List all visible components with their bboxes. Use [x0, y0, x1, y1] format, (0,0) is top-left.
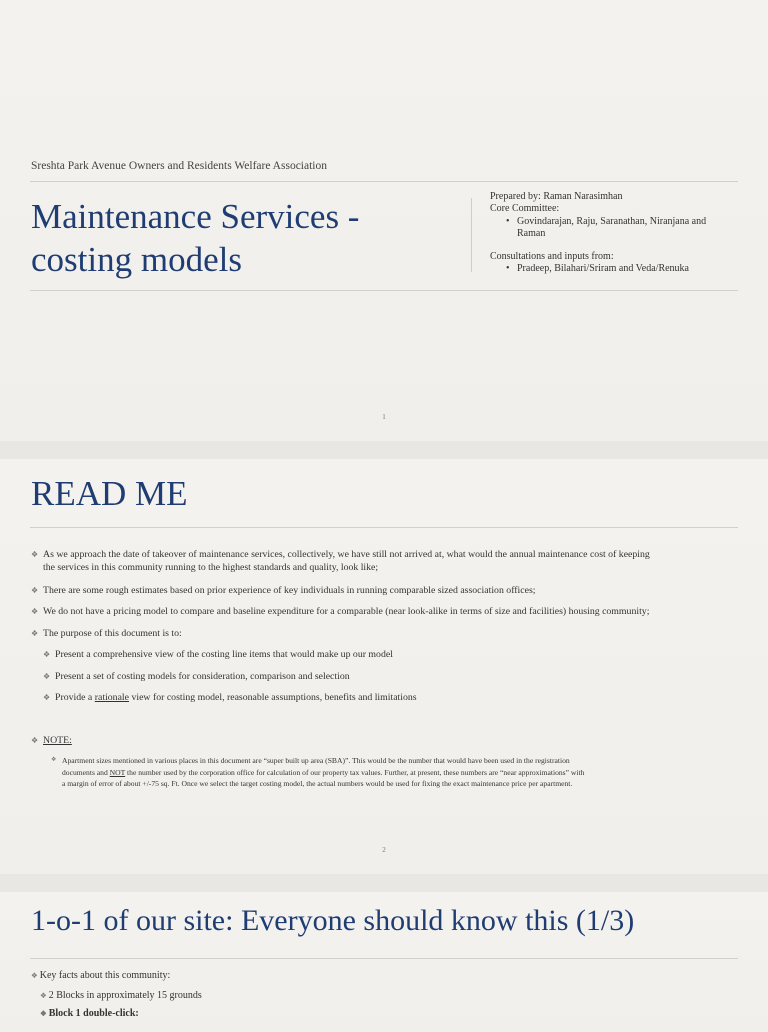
list-item: [31, 970, 170, 981]
bullet-text: 2 Blocks in approximately 15 grounds: [48, 990, 202, 1001]
slide-1: [0, 0, 768, 441]
slide-gap: [0, 441, 768, 459]
bullet-text: Key facts about this community:: [39, 970, 171, 981]
diamond-bullet-icon: ❖: [40, 1009, 47, 1018]
bullet-text: We do not have a pricing model to compare and baseline expenditure for a comparable (near look-alike in terms of size and facilities) housing community;: [43, 606, 650, 617]
note-line: a margin of error of about +/-75 sq. Ft. Once we select the target costing model, the actual numbers would be used for fixing the exact maintenance price per apartment.: [62, 779, 573, 789]
note-line: Apartment sizes mentioned in various places in this document are “super built up area (SBA)”. This would be the number that would have been used in the registration: [62, 756, 570, 765]
note-label: NOTE:: [43, 735, 72, 746]
note-text: [51, 755, 742, 790]
text-fragment: view for costing model, reasonable assumptions, benefits and limitations: [129, 692, 417, 703]
diamond-bullet-icon: ❖: [31, 629, 39, 638]
divider: [30, 527, 738, 528]
bullet-text: [55, 691, 735, 704]
text-fragment: documents and: [62, 767, 110, 777]
divider: [30, 181, 738, 182]
note-line: [62, 767, 742, 779]
list-item: [40, 1008, 139, 1019]
page-number: 2: [382, 846, 386, 854]
bullet-icon: •: [506, 215, 510, 227]
text-fragment: Provide a: [55, 692, 95, 703]
slide-gap: [0, 874, 768, 892]
credits-block: [490, 191, 740, 276]
core-committee-members: • Govindarajan, Raju, Saranathan, Niranjana and Raman: [506, 215, 707, 239]
bullet-text: As we approach the date of takeover of maintenance services, collectively, we have still not arrived at, what would the annual maintenance cost of keeping: [43, 549, 650, 560]
bullet-text: the services in this community running to the highest standards and quality, look like;: [43, 562, 379, 573]
bullet-text: Present a set of costing models for consideration, comparison and selection: [55, 671, 350, 682]
sub-list-item: [43, 648, 735, 661]
title-line-1: Maintenance Services -: [31, 197, 360, 236]
bullet-text: Present a comprehensive view of the costing line items that would make up our model: [55, 649, 393, 660]
list-item: [40, 990, 202, 1001]
slide-title: 1-o-1 of our site: Everyone should know this (1/3): [31, 904, 635, 937]
diamond-bullet-icon: ❖: [31, 607, 39, 616]
diamond-bullet-icon: ❖: [31, 736, 39, 745]
text-fragment: the number used by the corporation office for calculation of our property tax values. Further, at present, these numbers are “near approximations” with: [125, 767, 585, 777]
slide-2: [0, 459, 768, 874]
consultations-label: Consultations and inputs from:: [490, 251, 614, 263]
underlined-word: rationale: [94, 692, 130, 703]
sub-list-item: [43, 691, 735, 704]
bullet-text: There are some rough estimates based on prior experience of key individuals in running comparable sized association offices;: [43, 585, 536, 596]
page-number: 1: [382, 413, 386, 421]
diamond-bullet-icon: ❖: [43, 672, 51, 681]
list-item: [31, 548, 743, 574]
association-name: Sreshta Park Avenue Owners and Residents Welfare Association: [31, 160, 327, 172]
divider: [30, 290, 738, 291]
diamond-bullet-icon: ❖: [51, 757, 57, 763]
bullet-icon: •: [506, 263, 510, 275]
list-item: [31, 584, 743, 597]
bullet-text: The purpose of this document is to:: [43, 628, 182, 639]
sub-list-item: [43, 670, 735, 683]
vertical-divider: [471, 198, 472, 272]
underlined-word: NOT: [109, 767, 126, 777]
list-item: [31, 605, 743, 618]
document-title: [31, 195, 451, 281]
diamond-bullet-icon: ❖: [31, 550, 39, 559]
diamond-bullet-icon: ❖: [40, 991, 47, 1000]
divider: [30, 958, 738, 959]
diamond-bullet-icon: ❖: [31, 586, 39, 595]
consultations-members: • Pradeep, Bilahari/Sriram and Veda/Renuka: [506, 263, 689, 275]
bullet-text: Block 1 double-click:: [48, 1008, 139, 1019]
diamond-bullet-icon: ❖: [31, 971, 38, 980]
title-line-2: costing models: [31, 240, 242, 279]
note-item: [31, 734, 743, 747]
diamond-bullet-icon: ❖: [43, 693, 51, 702]
slide-title: READ ME: [31, 474, 188, 513]
list-item: [31, 627, 743, 640]
core-committee-label: Core Committee:: [490, 203, 560, 215]
prepared-by: Prepared by: Raman Narasimhan: [490, 191, 623, 202]
diamond-bullet-icon: ❖: [43, 650, 51, 659]
